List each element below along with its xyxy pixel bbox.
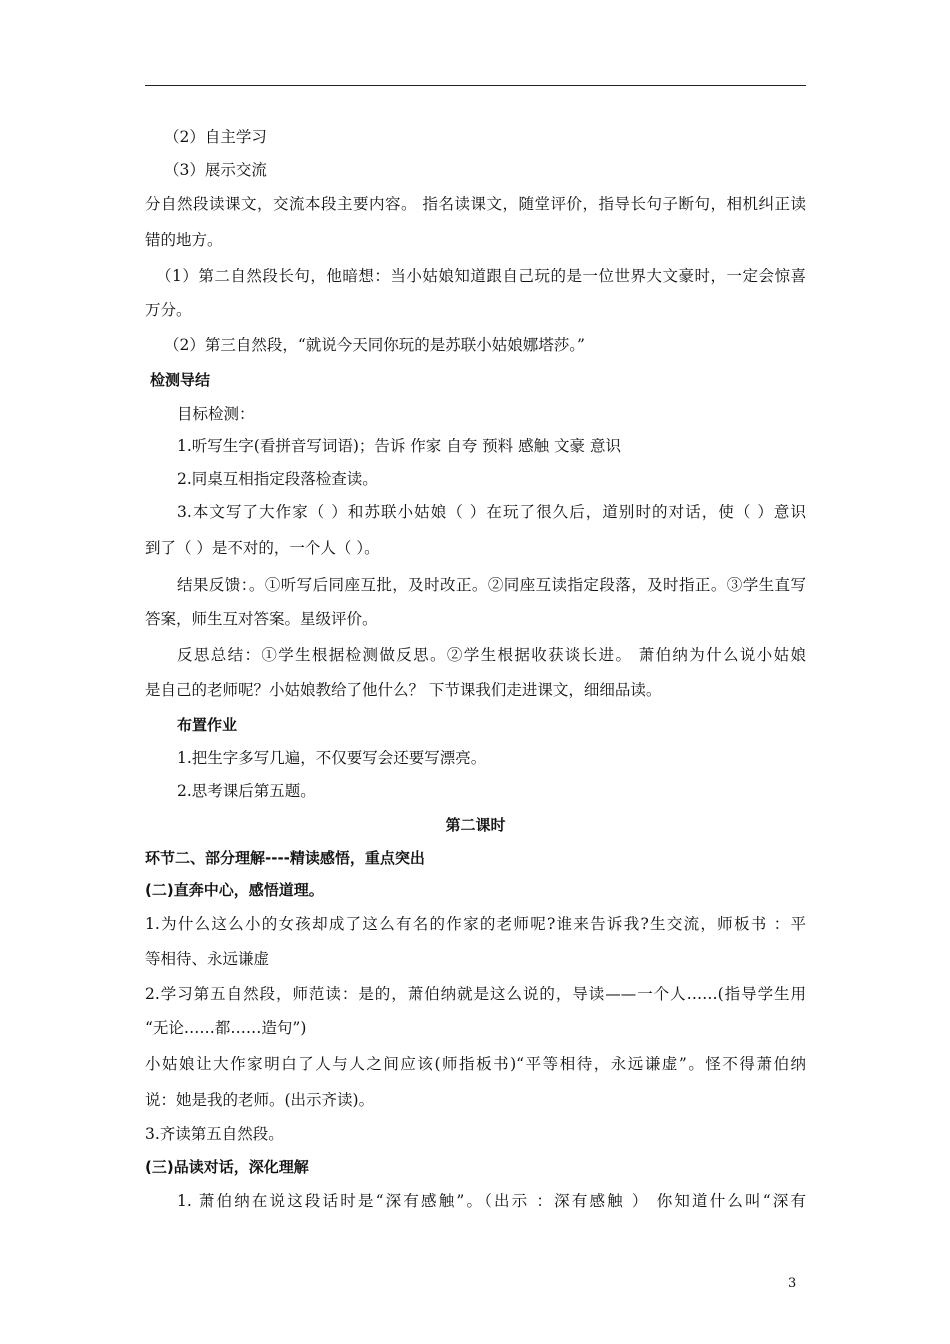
text-line: 是自己的老师呢？小姑娘教给了他什么？ 下节课我们走进课文，细细品读。 bbox=[145, 681, 662, 699]
section-heading: (三)品读对话，深化理解 bbox=[145, 1158, 309, 1176]
text-line: 错的地方。 bbox=[145, 231, 223, 249]
text-line: 万分。 bbox=[145, 301, 192, 319]
header-rule bbox=[145, 85, 806, 86]
text-line: 等相待、永远谦虚 bbox=[145, 950, 270, 968]
text-line: 分自然段读课文，交流本段主要内容。 指名读课文，随堂评价，指导长句子断句，相机纠正读 bbox=[145, 195, 806, 213]
text-line: 结果反馈：。①听写后同座互批，及时改正。②同座互读指定段落，及时指正。③学生直写 bbox=[177, 576, 806, 594]
lesson-title: 第二课时 bbox=[445, 816, 506, 834]
text-line: 答案，师生互对答案。星级评价。 bbox=[145, 610, 378, 628]
text-line: “无论……都……造句”) bbox=[145, 1019, 307, 1037]
text-line: 1. 萧伯纳在说这段话时是“深有感触”。（出示 ：深有感触 ） 你知道什么叫“深有 bbox=[177, 1192, 806, 1210]
text-line: 2.思考课后第五题。 bbox=[177, 782, 316, 800]
section-heading: 环节二、部分理解----精读感悟，重点突出 bbox=[145, 849, 425, 867]
text-line: （1）第二自然段长句，他暗想：当小姑娘知道跟自己玩的是一位世界大文豪时，一定会惊喜 bbox=[156, 267, 806, 285]
text-line: （3）展示交流 bbox=[164, 161, 267, 179]
text-line: （2）自主学习 bbox=[164, 128, 267, 146]
section-heading: (二)直奔中心，感悟道理。 bbox=[145, 881, 324, 899]
text-line: 到了（ ）是不对的，一个人（ ）。 bbox=[145, 539, 380, 557]
text-line: 3.本文写了大作家（ ）和苏联小姑娘（ ）在玩了很久后，道别时的对话，使（ ）意识 bbox=[177, 503, 806, 521]
text-line: 小姑娘让大作家明白了人与人之间应该(师指板书)“平等相待，永远谦虚”。怪不得萧伯纳 bbox=[145, 1055, 806, 1073]
text-line: 2.同桌互相指定段落检查读。 bbox=[177, 470, 378, 488]
text-line: 3.齐读第五自然段。 bbox=[145, 1125, 284, 1143]
text-line: 1.把生字多写几遍，不仅要写会还要写漂亮。 bbox=[177, 749, 487, 767]
text-line: 目标检测： bbox=[177, 405, 255, 423]
text-line: 1.听写生字(看拼音写词语)；告诉 作家 自夸 预料 感触 文豪 意识 bbox=[177, 437, 621, 455]
section-heading: 布置作业 bbox=[177, 716, 238, 734]
text-line: 1.为什么这么小的女孩却成了这么有名的作家的老师呢?谁来告诉我?生交流，师板书 ：平 bbox=[145, 915, 806, 933]
text-line: 反思总结：①学生根据检测做反思。②学生根据收获谈长进。 萧伯纳为什么说小姑娘 bbox=[177, 646, 806, 664]
section-heading: 检测导结 bbox=[150, 371, 211, 389]
page-number: 3 bbox=[788, 1276, 797, 1291]
text-line: 2.学习第五自然段，师范读：是的，萧伯纳就是这么说的，导读——一个人……(指导学生用 bbox=[145, 985, 806, 1003]
text-line: 说：她是我的老师。(出示齐读)。 bbox=[145, 1091, 375, 1109]
text-line: （2）第三自然段，“就说今天同你玩的是苏联小姑娘娜塔莎。” bbox=[164, 336, 585, 354]
